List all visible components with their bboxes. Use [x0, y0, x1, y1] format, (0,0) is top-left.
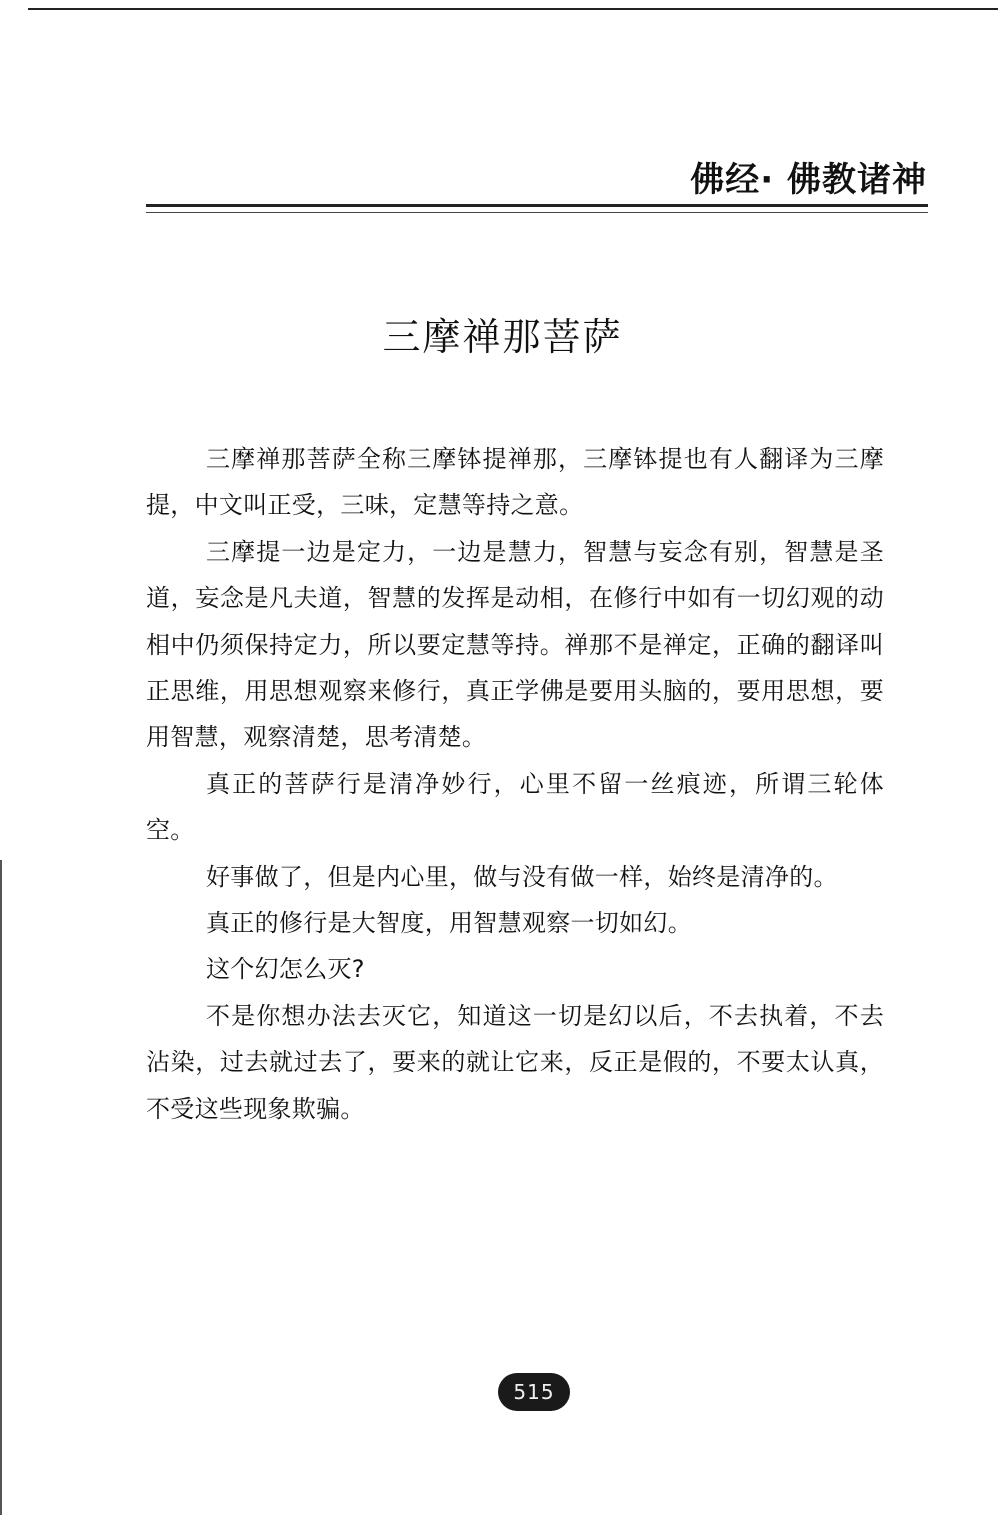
paragraph-6: 这个幻怎么灭?: [206, 955, 365, 984]
header-rule-thin: [146, 212, 928, 213]
header-rule-thick: [146, 204, 928, 207]
top-border-line: [28, 8, 998, 10]
paragraph-5: 真正的修行是大智度，用智慧观察一切如幻。: [206, 909, 692, 938]
paragraph-3: 真正的菩萨行是清净妙行，心里不留一丝痕迹，所谓三轮体空。: [146, 769, 884, 845]
paragraph-1: 三摩禅那菩萨全称三摩钵提禅那，三摩钵提也有人翻译为三摩提，中文叫正受，三味，定慧等持之意。: [146, 445, 884, 520]
paragraph-2: 三摩提一边是定力，一边是慧力，智慧与妄念有别，智慧是圣道，妄念是凡夫道，智慧的发挥是动相，在修行中如有一切幻观的动相中仍须保持定力，所以要定慧等持。禅那不是禅定，正确的翻译叫正思维，用思想观察来修行，真正学佛是要用头脑的，要用思想，要用智慧，观察清楚，思考清楚。: [146, 537, 884, 752]
running-header: 佛经· 佛教诸神: [690, 160, 927, 200]
paragraph-7: 不是你想办法去灭它，知道这一切是幻以后，不去执着，不去沾染，过去就过去了，要来的就让它来，反正是假的，不要太认真，不受这些现象欺骗。: [146, 1001, 884, 1123]
page-number-badge: 515: [498, 1373, 570, 1411]
page-edge-line: [0, 860, 2, 1515]
body-text: [146, 436, 884, 1132]
paragraph-4: 好事做了，但是内心里，做与没有做一样，始终是清净的。: [206, 862, 838, 891]
chapter-title: 三摩禅那菩萨: [382, 315, 623, 359]
